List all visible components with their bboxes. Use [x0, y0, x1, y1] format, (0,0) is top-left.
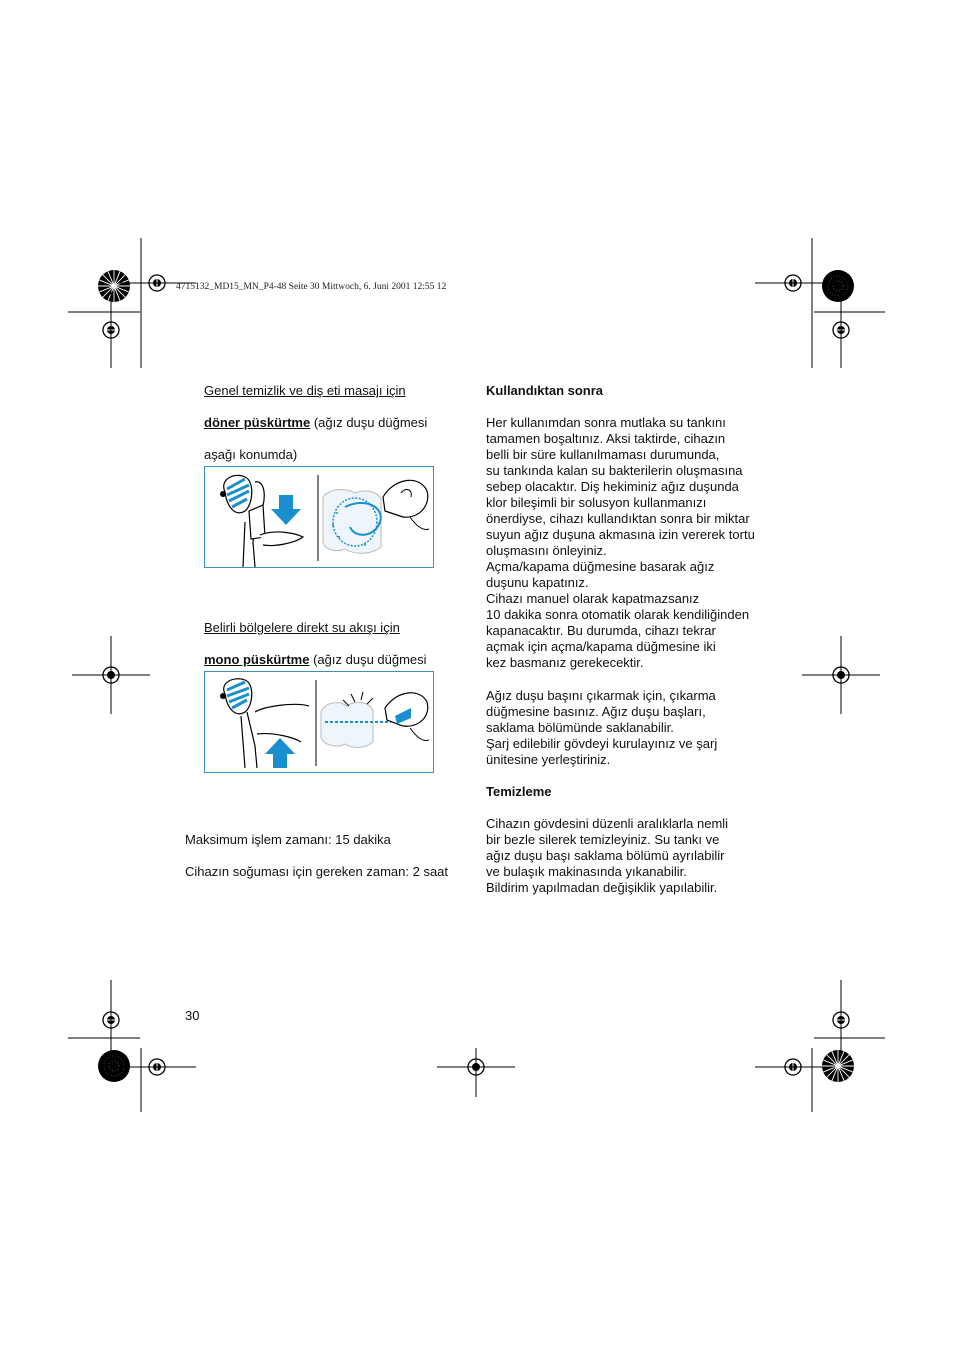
power-text: Açma/kapama düğmesine basarak ağız duşunu kapatınız. Cihazı manuel olarak kapatmazsanız 10 dakika sonra otomatik olarak kendiliğinden kapanacaktır. Bu durumda, cihazı tekrar açmak için açma/kapama düğmesine iki kez basmanız gerekecektir. [486, 559, 750, 670]
print-info: 4715132_MD15_MN_P4-48 Seite 30 Mittwoch, 6. Juni 2001 12:55 12 [176, 282, 447, 292]
section1-intro: Genel temizlik ve diş eti masajı için [204, 383, 406, 398]
section2-intro: Belirli bölgelere direkt su akışı için [204, 620, 400, 635]
cleaning-text: Cihazın gövdesini düzenli aralıklarla nemli bir bezle silerek temizleyiniz. Su tankı ve ağız duşu başı saklama bölümü ayrılabilir ve bulaşık makinasında yıkanabilir. [486, 816, 729, 879]
section2-mode: mono püskürtme [204, 652, 310, 667]
section1-position-a: (ağız duşu düğmesi [313, 415, 428, 430]
cleaning-section [486, 768, 776, 896]
page-number: 30 [185, 1008, 200, 1023]
after-use-heading: Kullandıktan sonra [486, 383, 604, 398]
cooling-time: Cihazın soğuması için gereken zaman: 2 saat [185, 864, 449, 879]
cleaning-heading: Temizleme [486, 784, 552, 799]
change-notice: Bildirim yapılmadan değişiklik yapılabilir. [486, 880, 718, 895]
operating-time: Maksimum işlem zamanı: 15 dakika [185, 832, 391, 847]
section1-mode: döner püskürtme [204, 415, 311, 430]
power-section [486, 543, 776, 687]
mono-jet-illustration [204, 671, 434, 773]
section2-position-a: (ağız duşu düğmesi [313, 652, 427, 667]
after-use-text: Her kullanımdan sonra mutlaka su tankını tamamen boşaltınız. Aksi taktirde, cihazın belli bir süre kullanılmaması durumunda, su tankında kalan su bakterilerin oluşmasına sebep olacaktır. Diş hekiminiz ağız duşunda klor bileşimli bir solusyon kullanmanızı önerdiyse, cihazı kullandıktan sonra bir miktar suyun ağız duşuna akmasına izin vererek tortu oluşmasını önleyiniz. [486, 415, 755, 558]
rotating-spray-illustration [204, 466, 434, 568]
jet-removal-text: Ağız duşu başını çıkarmak için, çıkarma düğmesine basınız. Ağız duşu başları, saklama bölümünde saklanabilir. Şarj edilebilir gövdeyi kurulayınız ve şarj ünitesine yerleştiriniz. [486, 688, 718, 767]
section1-position-b: aşağı konumda) [204, 447, 298, 462]
time-specs [185, 816, 475, 896]
mono-jet-drawing [205, 672, 433, 772]
rotating-spray-drawing [205, 467, 433, 567]
